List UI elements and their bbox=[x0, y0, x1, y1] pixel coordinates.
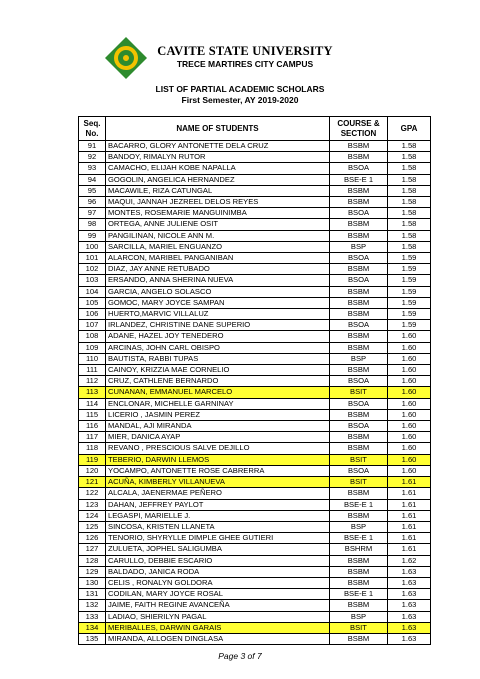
gpa-cell: 1.63 bbox=[388, 577, 431, 588]
table-row bbox=[79, 219, 431, 230]
table-row bbox=[79, 275, 431, 286]
table-row bbox=[79, 566, 431, 577]
gpa-cell: 1.58 bbox=[388, 197, 431, 208]
name-cell: ADANE, HAZEL JOY TENEDERO bbox=[106, 331, 330, 342]
table-row bbox=[79, 421, 431, 432]
gpa-cell: 1.58 bbox=[388, 152, 431, 163]
gpa-cell: 1.58 bbox=[388, 208, 431, 219]
table-row bbox=[79, 331, 431, 342]
gpa-cell: 1.61 bbox=[388, 533, 431, 544]
name-cell: TENORIO, SHYRYLLE DIMPLE GHEE GUTIERI bbox=[106, 533, 330, 544]
seq-cell: 126 bbox=[79, 533, 106, 544]
gpa-cell: 1.60 bbox=[388, 465, 431, 476]
table-row bbox=[79, 320, 431, 331]
course-cell: BSOA bbox=[330, 398, 388, 409]
table-row bbox=[79, 488, 431, 499]
course-cell: BSBM bbox=[330, 141, 388, 152]
seq-cell: 109 bbox=[79, 342, 106, 353]
column-header-seq bbox=[79, 117, 106, 141]
table-row bbox=[79, 253, 431, 264]
seq-cell: 97 bbox=[79, 208, 106, 219]
course-cell: BSBM bbox=[330, 488, 388, 499]
name-cell: MIER, DANICA AYAP bbox=[106, 432, 330, 443]
table-row bbox=[79, 533, 431, 544]
course-cell: BSHRM bbox=[330, 544, 388, 555]
gpa-cell: 1.61 bbox=[388, 521, 431, 532]
table-row bbox=[79, 230, 431, 241]
name-cell: ZULUETA, JOPHEL SALIGUMBA bbox=[106, 544, 330, 555]
course-cell: BSOA bbox=[330, 465, 388, 476]
gpa-cell: 1.58 bbox=[388, 141, 431, 152]
course-cell: BSBM bbox=[330, 432, 388, 443]
course-cell: BSBM bbox=[330, 152, 388, 163]
seq-cell: 107 bbox=[79, 320, 106, 331]
name-cell: BANDOY, RIMALYN RUTOR bbox=[106, 152, 330, 163]
name-cell: YOCAMPO, ANTONETTE ROSE CABRERRA bbox=[106, 465, 330, 476]
gpa-cell: 1.59 bbox=[388, 264, 431, 275]
table-row bbox=[79, 141, 431, 152]
table-row bbox=[79, 600, 431, 611]
seq-cell: 131 bbox=[79, 589, 106, 600]
gpa-cell: 1.58 bbox=[388, 230, 431, 241]
gpa-cell: 1.60 bbox=[388, 432, 431, 443]
gpa-cell: 1.58 bbox=[388, 163, 431, 174]
gpa-cell: 1.60 bbox=[388, 376, 431, 387]
course-cell: BSBM bbox=[330, 566, 388, 577]
seq-cell: 123 bbox=[79, 499, 106, 510]
seq-cell: 127 bbox=[79, 544, 106, 555]
table-row bbox=[79, 208, 431, 219]
seq-header-line1: Seq. bbox=[83, 119, 101, 128]
seq-cell: 120 bbox=[79, 465, 106, 476]
table-row bbox=[79, 409, 431, 420]
gpa-cell: 1.61 bbox=[388, 488, 431, 499]
table-row bbox=[79, 589, 431, 600]
table-row bbox=[79, 297, 431, 308]
course-cell: BSBM bbox=[330, 185, 388, 196]
gpa-cell: 1.59 bbox=[388, 320, 431, 331]
course-cell: BSBM bbox=[330, 409, 388, 420]
table-row bbox=[79, 633, 431, 644]
course-cell: BSBM bbox=[330, 264, 388, 275]
table-row bbox=[79, 365, 431, 376]
table-row bbox=[79, 510, 431, 521]
name-cell: IRLANDEZ, CHRISTINE DANE SUPERIO bbox=[106, 320, 330, 331]
table-row bbox=[79, 398, 431, 409]
table-row bbox=[79, 342, 431, 353]
university-logo bbox=[104, 36, 148, 80]
course-cell: BSOA bbox=[330, 253, 388, 264]
university-name: CAVITE STATE UNIVERSITY bbox=[157, 44, 333, 58]
gpa-cell: 1.61 bbox=[388, 499, 431, 510]
course-cell: BSBM bbox=[330, 230, 388, 241]
seq-cell: 112 bbox=[79, 376, 106, 387]
seq-cell: 113 bbox=[79, 387, 106, 398]
course-cell: BSBM bbox=[330, 342, 388, 353]
seq-header-line2: No. bbox=[85, 128, 99, 138]
name-cell: LADIAO, SHIERILYN PAGAL bbox=[106, 611, 330, 622]
seq-cell: 119 bbox=[79, 454, 106, 465]
seq-cell: 134 bbox=[79, 622, 106, 633]
logo-center bbox=[123, 55, 129, 61]
course-cell: BSBM bbox=[330, 510, 388, 521]
gpa-cell: 1.60 bbox=[388, 443, 431, 454]
name-cell: JAIME, FAITH REGINE AVANCEÑA bbox=[106, 600, 330, 611]
table-row bbox=[79, 454, 431, 465]
name-cell: ERSANDO, ANNA SHERINA NUEVA bbox=[106, 275, 330, 286]
table-row bbox=[79, 185, 431, 196]
seq-cell: 122 bbox=[79, 488, 106, 499]
table-row bbox=[79, 432, 431, 443]
gpa-cell: 1.59 bbox=[388, 286, 431, 297]
course-cell: BSOA bbox=[330, 208, 388, 219]
seq-cell: 100 bbox=[79, 241, 106, 252]
course-cell: BSP bbox=[330, 521, 388, 532]
seq-cell: 117 bbox=[79, 432, 106, 443]
name-cell: SARCILLA, MARIEL ENGUANZO bbox=[106, 241, 330, 252]
name-cell: CUNANAN, EMMANUEL MARCELO bbox=[106, 387, 330, 398]
seq-cell: 128 bbox=[79, 555, 106, 566]
name-cell: CARULLO, DEBBIE ESCARIO bbox=[106, 555, 330, 566]
name-cell: GARCIA, ANGELO SOLASCO bbox=[106, 286, 330, 297]
name-cell: ACUÑA, KIMBERLY VILLANUEVA bbox=[106, 477, 330, 488]
name-cell: HUERTO,MARVIC VILLALUZ bbox=[106, 309, 330, 320]
gpa-cell: 1.60 bbox=[388, 353, 431, 364]
table-row bbox=[79, 286, 431, 297]
name-cell: GOGOLIN, ANGELICA HERNANDEZ bbox=[106, 174, 330, 185]
seq-cell: 91 bbox=[79, 141, 106, 152]
course-cell: BSBM bbox=[330, 197, 388, 208]
seq-cell: 129 bbox=[79, 566, 106, 577]
seq-cell: 133 bbox=[79, 611, 106, 622]
table-row bbox=[79, 577, 431, 588]
gpa-cell: 1.60 bbox=[388, 342, 431, 353]
name-cell: REVANO , PRESCIOUS SALVE DEJILLO bbox=[106, 443, 330, 454]
gpa-cell: 1.58 bbox=[388, 185, 431, 196]
name-cell: DAHAN, JEFFREY PAYLOT bbox=[106, 499, 330, 510]
name-cell: LEGASPI, MARIELLE J. bbox=[106, 510, 330, 521]
table-row bbox=[79, 264, 431, 275]
name-cell: GOMOC, MARY JOYCE SAMPAN bbox=[106, 297, 330, 308]
name-cell: LICERIO , JASMIN PEREZ bbox=[106, 409, 330, 420]
course-cell: BSOA bbox=[330, 163, 388, 174]
name-cell: SINCOSA, KRISTEN LLANETA bbox=[106, 521, 330, 532]
gpa-cell: 1.60 bbox=[388, 421, 431, 432]
table-row bbox=[79, 521, 431, 532]
table-row bbox=[79, 241, 431, 252]
course-cell: BSIT bbox=[330, 387, 388, 398]
name-cell: MACAWILE, RIZA CATUNGAL bbox=[106, 185, 330, 196]
table-row bbox=[79, 387, 431, 398]
table-header-row bbox=[79, 117, 431, 141]
name-cell: TEBERIO, DARWIN LLEMOS bbox=[106, 454, 330, 465]
table-row bbox=[79, 197, 431, 208]
course-cell: BSP bbox=[330, 611, 388, 622]
gpa-cell: 1.61 bbox=[388, 544, 431, 555]
campus-name: TRECE MARTIRES CITY CAMPUS bbox=[176, 59, 314, 69]
gpa-cell: 1.63 bbox=[388, 633, 431, 644]
seq-cell: 110 bbox=[79, 353, 106, 364]
seq-cell: 98 bbox=[79, 219, 106, 230]
semester-label: First Semester, AY 2019-2020 bbox=[181, 95, 299, 105]
table-row bbox=[79, 477, 431, 488]
name-cell: ENCLONAR, MICHELLE GARNINAY bbox=[106, 398, 330, 409]
course-cell: BSBM bbox=[330, 600, 388, 611]
seq-cell: 111 bbox=[79, 365, 106, 376]
course-cell: BSIT bbox=[330, 622, 388, 633]
seq-cell: 103 bbox=[79, 275, 106, 286]
seq-cell: 102 bbox=[79, 264, 106, 275]
seq-cell: 101 bbox=[79, 253, 106, 264]
name-cell: ORTEGA, ANNE JULIENE OSIT bbox=[106, 219, 330, 230]
seq-cell: 121 bbox=[79, 477, 106, 488]
seq-cell: 114 bbox=[79, 398, 106, 409]
gpa-cell: 1.62 bbox=[388, 555, 431, 566]
gpa-cell: 1.58 bbox=[388, 241, 431, 252]
scholars-table bbox=[78, 116, 431, 645]
name-cell: BALDADO, JANICA RODA bbox=[106, 566, 330, 577]
course-cell: BSE-E 1 bbox=[330, 174, 388, 185]
seq-cell: 105 bbox=[79, 297, 106, 308]
name-cell: PANGILINAN, NICOLE ANN M. bbox=[106, 230, 330, 241]
gpa-cell: 1.63 bbox=[388, 611, 431, 622]
table-row bbox=[79, 465, 431, 476]
seq-cell: 132 bbox=[79, 600, 106, 611]
course-header-line2: SECTION bbox=[340, 128, 377, 138]
gpa-cell: 1.58 bbox=[388, 219, 431, 230]
gpa-cell: 1.61 bbox=[388, 477, 431, 488]
gpa-cell: 1.60 bbox=[388, 331, 431, 342]
course-cell: BSBM bbox=[330, 219, 388, 230]
course-cell: BSP bbox=[330, 353, 388, 364]
list-title: LIST OF PARTIAL ACADEMIC SCHOLARS bbox=[155, 84, 325, 94]
table-row bbox=[79, 499, 431, 510]
seq-cell: 94 bbox=[79, 174, 106, 185]
seq-cell: 118 bbox=[79, 443, 106, 454]
seq-cell: 95 bbox=[79, 185, 106, 196]
course-cell: BSBM bbox=[330, 365, 388, 376]
course-cell: BSP bbox=[330, 241, 388, 252]
name-cell: MERIBALLES, DARWIN GARAIS bbox=[106, 622, 330, 633]
gpa-cell: 1.60 bbox=[388, 387, 431, 398]
name-cell: BAUTISTA, RABBI TUPAS bbox=[106, 353, 330, 364]
table-row bbox=[79, 544, 431, 555]
name-cell: CAINOY, KRIZZIA MAE CORNELIO bbox=[106, 365, 330, 376]
course-cell: BSOA bbox=[330, 275, 388, 286]
seq-cell: 108 bbox=[79, 331, 106, 342]
gpa-cell: 1.63 bbox=[388, 589, 431, 600]
course-cell: BSBM bbox=[330, 331, 388, 342]
name-cell: MONTES, ROSEMARIE MANGUINIMBA bbox=[106, 208, 330, 219]
seq-cell: 116 bbox=[79, 421, 106, 432]
name-cell: ARCINAS, JOHN CARL OBISPO bbox=[106, 342, 330, 353]
seq-cell: 115 bbox=[79, 409, 106, 420]
gpa-cell: 1.60 bbox=[388, 409, 431, 420]
course-cell: BSOA bbox=[330, 320, 388, 331]
gpa-cell: 1.61 bbox=[388, 510, 431, 521]
gpa-cell: 1.63 bbox=[388, 600, 431, 611]
column-header-gpa: GPA bbox=[388, 117, 431, 141]
name-cell: CAMACHO, ELIJAH KOBE NAPALLA bbox=[106, 163, 330, 174]
table-row bbox=[79, 163, 431, 174]
name-cell: BACARRO, GLORY ANTONETTE DELA CRUZ bbox=[106, 141, 330, 152]
table-row bbox=[79, 443, 431, 454]
name-cell: MANDAL, AJI MIRANDA bbox=[106, 421, 330, 432]
gpa-cell: 1.59 bbox=[388, 297, 431, 308]
name-cell: CRUZ, CATHLENE BERNARDO bbox=[106, 376, 330, 387]
gpa-cell: 1.59 bbox=[388, 253, 431, 264]
course-cell: BSE-E 1 bbox=[330, 589, 388, 600]
table-row bbox=[79, 152, 431, 163]
name-cell: MIRANDA, ALLOGEN DINGLASA bbox=[106, 633, 330, 644]
course-cell: BSBM bbox=[330, 577, 388, 588]
seq-cell: 92 bbox=[79, 152, 106, 163]
course-cell: BSIT bbox=[330, 454, 388, 465]
table-row bbox=[79, 611, 431, 622]
course-cell: BSBM bbox=[330, 633, 388, 644]
name-cell: DIAZ, JAY ANNE RETUBADO bbox=[106, 264, 330, 275]
table-row bbox=[79, 376, 431, 387]
gpa-cell: 1.63 bbox=[388, 622, 431, 633]
course-cell: BSBM bbox=[330, 297, 388, 308]
table-row bbox=[79, 353, 431, 364]
name-cell: ALCALA, JAENERMAE PEÑERO bbox=[106, 488, 330, 499]
column-header-course bbox=[330, 117, 388, 141]
course-cell: BSE-E 1 bbox=[330, 533, 388, 544]
gpa-cell: 1.60 bbox=[388, 454, 431, 465]
seq-cell: 99 bbox=[79, 230, 106, 241]
table-row bbox=[79, 555, 431, 566]
name-cell: MAQUI, JANNAH JEZREEL DELOS REYES bbox=[106, 197, 330, 208]
gpa-cell: 1.59 bbox=[388, 309, 431, 320]
name-cell: ALARCON, MARIBEL PANGANIBAN bbox=[106, 253, 330, 264]
seq-cell: 104 bbox=[79, 286, 106, 297]
gpa-cell: 1.60 bbox=[388, 365, 431, 376]
course-cell: BSBM bbox=[330, 309, 388, 320]
seq-cell: 106 bbox=[79, 309, 106, 320]
course-cell: BSBM bbox=[330, 286, 388, 297]
seq-cell: 124 bbox=[79, 510, 106, 521]
seq-cell: 125 bbox=[79, 521, 106, 532]
table-row bbox=[79, 174, 431, 185]
course-header-line1: COURSE & bbox=[337, 119, 380, 128]
column-header-name: NAME OF STUDENTS bbox=[106, 117, 330, 141]
seq-cell: 130 bbox=[79, 577, 106, 588]
table-row bbox=[79, 622, 431, 633]
course-cell: BSIT bbox=[330, 477, 388, 488]
course-cell: BSBM bbox=[330, 555, 388, 566]
gpa-cell: 1.63 bbox=[388, 566, 431, 577]
table-body bbox=[79, 141, 431, 645]
gpa-cell: 1.58 bbox=[388, 174, 431, 185]
seq-cell: 93 bbox=[79, 163, 106, 174]
course-cell: BSOA bbox=[330, 376, 388, 387]
seq-cell: 135 bbox=[79, 633, 106, 644]
table-row bbox=[79, 309, 431, 320]
course-cell: BSBM bbox=[330, 443, 388, 454]
course-cell: BSOA bbox=[330, 421, 388, 432]
page-number: Page 3 of 7 bbox=[218, 651, 262, 661]
gpa-cell: 1.60 bbox=[388, 398, 431, 409]
seq-cell: 96 bbox=[79, 197, 106, 208]
name-cell: CELIS , RONALYN GOLDORA bbox=[106, 577, 330, 588]
gpa-cell: 1.59 bbox=[388, 275, 431, 286]
course-cell: BSE-E 1 bbox=[330, 499, 388, 510]
name-cell: CODILAN, MARY JOYCE ROSAL bbox=[106, 589, 330, 600]
